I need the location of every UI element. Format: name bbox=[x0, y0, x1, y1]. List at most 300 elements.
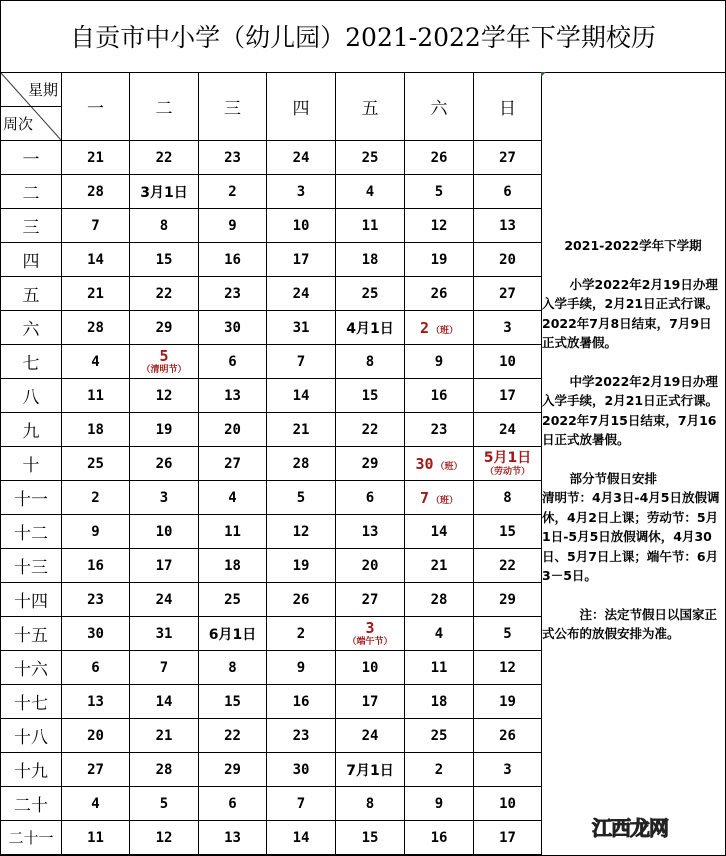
day-cell bbox=[62, 141, 130, 175]
week-number-cell: 九 bbox=[1, 413, 62, 447]
day-number: 21 bbox=[87, 285, 104, 302]
makeup-workday-tag: （班） bbox=[431, 495, 459, 506]
day-cell bbox=[62, 447, 130, 481]
day-cell bbox=[130, 651, 199, 685]
day-cell bbox=[267, 719, 336, 753]
day-number: 16 bbox=[224, 251, 241, 268]
week-row bbox=[1, 787, 542, 821]
day-number: 20 bbox=[499, 251, 516, 268]
day-cell bbox=[130, 549, 199, 583]
day-number: 15 bbox=[361, 829, 379, 846]
day-cell bbox=[199, 379, 267, 413]
day-cell bbox=[405, 549, 474, 583]
day-cell bbox=[474, 141, 542, 175]
week-number-cell: 十六 bbox=[1, 651, 62, 685]
day-cell bbox=[405, 413, 474, 447]
day-number: 22 bbox=[361, 421, 379, 438]
day-cell bbox=[336, 243, 405, 277]
day-cell bbox=[267, 753, 336, 787]
day-number: 19 bbox=[430, 251, 448, 268]
week-row bbox=[1, 685, 542, 719]
day-cell bbox=[474, 685, 542, 719]
day-cell bbox=[62, 175, 130, 209]
day-cell bbox=[199, 651, 267, 685]
day-number: 29 bbox=[155, 319, 173, 336]
day-number: 17 bbox=[499, 829, 516, 846]
day-cell bbox=[474, 311, 542, 345]
day-number: 27 bbox=[87, 761, 104, 778]
day-cell bbox=[336, 413, 405, 447]
day-cell bbox=[130, 481, 199, 515]
day-cell bbox=[199, 821, 267, 855]
week-row bbox=[1, 413, 542, 447]
day-number: 14 bbox=[430, 523, 448, 540]
day-cell bbox=[405, 787, 474, 821]
day-number: 9 bbox=[296, 659, 306, 676]
day-cell bbox=[267, 515, 336, 549]
day-number: 29 bbox=[224, 761, 241, 778]
week-row bbox=[1, 243, 542, 277]
day-cell bbox=[62, 583, 130, 617]
day-number: 21 bbox=[87, 149, 104, 166]
day-number: 28 bbox=[430, 591, 448, 608]
makeup-workday-tag: （班） bbox=[431, 325, 459, 336]
week-row bbox=[1, 515, 542, 549]
day-cell bbox=[336, 685, 405, 719]
day-number: 17 bbox=[292, 251, 310, 268]
week-row bbox=[1, 651, 542, 685]
day-cell bbox=[267, 447, 336, 481]
notes-footnote: 注：法定节假日以国家正式公布的放假安排为准。 bbox=[542, 606, 718, 641]
cell-comment-marker bbox=[541, 72, 546, 77]
day-cell bbox=[267, 583, 336, 617]
day-number: 10 bbox=[155, 523, 173, 540]
day-cell bbox=[199, 175, 267, 209]
day-number: 30 bbox=[292, 761, 310, 778]
day-number: 29 bbox=[361, 455, 379, 472]
day-cell bbox=[130, 753, 199, 787]
day-number: 11 bbox=[430, 659, 448, 676]
day-number: 23 bbox=[224, 285, 241, 302]
day-number: 31 bbox=[155, 625, 173, 642]
day-cell bbox=[199, 413, 267, 447]
day-cell bbox=[130, 685, 199, 719]
day-number: 7 bbox=[296, 795, 306, 812]
day-cell bbox=[267, 311, 336, 345]
day-number: 2 bbox=[228, 183, 237, 200]
day-cell bbox=[199, 753, 267, 787]
day-number: 25 bbox=[361, 149, 379, 166]
day-cell bbox=[405, 379, 474, 413]
day-number: 12 bbox=[155, 387, 173, 404]
week-number-cell: 十二 bbox=[1, 515, 62, 549]
day-number: 13 bbox=[224, 387, 241, 404]
day-cell bbox=[62, 821, 130, 855]
day-cell bbox=[130, 243, 199, 277]
weekday-header-thu: 四 bbox=[267, 73, 336, 141]
weekday-header-sun: 日 bbox=[474, 73, 542, 141]
day-number: 8 bbox=[365, 353, 375, 370]
day-number: 21 bbox=[430, 557, 448, 574]
day-cell bbox=[336, 481, 405, 515]
day-cell bbox=[405, 243, 474, 277]
day-number: 8 bbox=[228, 659, 237, 676]
day-number: 5 bbox=[159, 347, 169, 365]
day-number: 2 bbox=[296, 625, 306, 642]
day-number: 7 bbox=[91, 217, 100, 234]
week-row bbox=[1, 175, 542, 209]
day-number: 4 bbox=[365, 183, 375, 200]
day-number: 25 bbox=[224, 591, 241, 608]
day-number: 11 bbox=[87, 387, 104, 404]
day-number: 16 bbox=[430, 829, 448, 846]
day-cell bbox=[405, 209, 474, 243]
day-cell bbox=[199, 617, 267, 651]
day-number: 4 bbox=[91, 353, 100, 370]
day-number: 17 bbox=[499, 387, 516, 404]
day-cell bbox=[474, 243, 542, 277]
day-cell bbox=[474, 345, 542, 379]
day-cell bbox=[336, 719, 405, 753]
week-row bbox=[1, 379, 542, 413]
week-number-cell: 十 bbox=[1, 447, 62, 481]
day-cell bbox=[199, 209, 267, 243]
weekday-header-sat: 六 bbox=[405, 73, 474, 141]
day-number: 23 bbox=[224, 149, 241, 166]
day-cell bbox=[267, 141, 336, 175]
day-number: 31 bbox=[292, 319, 310, 336]
day-cell bbox=[199, 787, 267, 821]
weekday-header-wed: 三 bbox=[199, 73, 267, 141]
day-cell bbox=[199, 685, 267, 719]
day-number: 10 bbox=[361, 659, 379, 676]
day-cell bbox=[267, 617, 336, 651]
day-cell bbox=[405, 617, 474, 651]
day-cell bbox=[130, 821, 199, 855]
day-cell bbox=[62, 719, 130, 753]
day-cell bbox=[130, 515, 199, 549]
day-cell bbox=[62, 379, 130, 413]
weekday-header-tue: 二 bbox=[130, 73, 199, 141]
day-cell bbox=[199, 549, 267, 583]
day-cell bbox=[336, 617, 405, 651]
day-cell bbox=[62, 277, 130, 311]
header-row bbox=[1, 73, 542, 141]
day-cell bbox=[474, 617, 542, 651]
day-number: 24 bbox=[292, 149, 310, 166]
watermark-part2: 龙网 bbox=[630, 816, 668, 840]
week-row bbox=[1, 719, 542, 753]
day-cell bbox=[405, 345, 474, 379]
day-number: 13 bbox=[499, 217, 516, 234]
holiday-tag: （清明节） bbox=[141, 365, 187, 375]
day-number: 18 bbox=[87, 421, 104, 438]
day-cell bbox=[267, 549, 336, 583]
day-number: 27 bbox=[499, 285, 516, 302]
day-cell bbox=[405, 175, 474, 209]
day-number: 11 bbox=[87, 829, 104, 846]
day-number: 4月1日 bbox=[346, 320, 394, 337]
day-number: 17 bbox=[155, 557, 173, 574]
day-cell bbox=[405, 685, 474, 719]
day-number: 6 bbox=[91, 659, 100, 676]
day-cell bbox=[474, 413, 542, 447]
day-cell bbox=[62, 481, 130, 515]
day-number: 5 bbox=[159, 795, 169, 812]
day-number: 9 bbox=[434, 353, 444, 370]
day-number: 22 bbox=[155, 285, 173, 302]
day-cell bbox=[405, 277, 474, 311]
day-cell bbox=[267, 821, 336, 855]
day-cell bbox=[405, 515, 474, 549]
day-number: 28 bbox=[87, 319, 104, 336]
day-cell bbox=[62, 413, 130, 447]
day-number: 11 bbox=[361, 217, 379, 234]
day-number: 12 bbox=[292, 523, 310, 540]
week-row bbox=[1, 345, 542, 379]
day-number: 6 bbox=[503, 183, 512, 200]
day-cell bbox=[199, 447, 267, 481]
day-number: 24 bbox=[155, 591, 173, 608]
week-number-cell: 十一 bbox=[1, 481, 62, 515]
day-cell bbox=[130, 345, 199, 379]
week-row bbox=[1, 447, 542, 481]
weekday-header-fri: 五 bbox=[336, 73, 405, 141]
notes-title: 2021-2022学年下学期 bbox=[564, 238, 702, 253]
day-number: 20 bbox=[224, 421, 241, 438]
day-cell bbox=[199, 481, 267, 515]
day-number: 25 bbox=[430, 727, 448, 744]
day-number: 7 bbox=[296, 353, 306, 370]
week-number-cell: 二十一 bbox=[1, 821, 62, 855]
day-number: 7 bbox=[159, 659, 169, 676]
day-number: 15 bbox=[155, 251, 173, 268]
week-number-cell: 八 bbox=[1, 379, 62, 413]
day-cell bbox=[474, 549, 542, 583]
day-number: 2 bbox=[91, 489, 100, 506]
week-row bbox=[1, 311, 542, 345]
week-number-cell: 二 bbox=[1, 175, 62, 209]
day-number: 22 bbox=[155, 149, 173, 166]
day-cell bbox=[474, 447, 542, 481]
day-number: 26 bbox=[292, 591, 310, 608]
day-cell bbox=[405, 447, 474, 481]
day-cell bbox=[336, 651, 405, 685]
day-number: 17 bbox=[361, 693, 379, 710]
day-number: 6 bbox=[228, 795, 237, 812]
day-cell bbox=[130, 447, 199, 481]
day-number: 14 bbox=[292, 829, 310, 846]
day-cell bbox=[199, 141, 267, 175]
day-number: 30 bbox=[87, 625, 104, 642]
day-cell bbox=[130, 413, 199, 447]
day-cell bbox=[199, 311, 267, 345]
day-number: 12 bbox=[430, 217, 448, 234]
week-number-cell: 十七 bbox=[1, 685, 62, 719]
day-number: 15 bbox=[499, 523, 516, 540]
day-number: 10 bbox=[499, 353, 516, 370]
day-cell bbox=[405, 719, 474, 753]
day-cell bbox=[267, 175, 336, 209]
week-row bbox=[1, 821, 542, 855]
day-number: 19 bbox=[292, 557, 310, 574]
week-axis-label: 周次 bbox=[3, 115, 34, 133]
day-cell bbox=[267, 481, 336, 515]
day-cell bbox=[474, 379, 542, 413]
week-number-cell: 四 bbox=[1, 243, 62, 277]
day-number: 23 bbox=[87, 591, 104, 608]
day-number: 25 bbox=[87, 455, 104, 472]
week-row bbox=[1, 583, 542, 617]
day-cell bbox=[405, 311, 474, 345]
day-number: 5 bbox=[434, 183, 444, 200]
day-number: 8 bbox=[365, 795, 375, 812]
day-cell bbox=[474, 583, 542, 617]
week-row bbox=[1, 277, 542, 311]
day-number: 20 bbox=[361, 557, 379, 574]
day-number: 24 bbox=[499, 421, 516, 438]
weekday-axis-label: 星期 bbox=[27, 81, 58, 99]
day-cell bbox=[62, 651, 130, 685]
day-number: 7 bbox=[419, 488, 429, 507]
week-number-cell: 六 bbox=[1, 311, 62, 345]
day-number: 21 bbox=[155, 727, 173, 744]
day-cell bbox=[336, 821, 405, 855]
day-cell bbox=[474, 481, 542, 515]
day-cell bbox=[336, 753, 405, 787]
day-number: 23 bbox=[430, 421, 448, 438]
day-number: 11 bbox=[224, 523, 241, 540]
day-cell bbox=[405, 481, 474, 515]
day-cell bbox=[62, 753, 130, 787]
day-cell bbox=[474, 651, 542, 685]
day-number: 22 bbox=[499, 557, 516, 574]
day-number: 9 bbox=[91, 523, 100, 540]
day-number: 12 bbox=[499, 659, 516, 676]
day-number: 4 bbox=[91, 795, 100, 812]
day-number: 28 bbox=[292, 455, 310, 472]
day-number: 27 bbox=[499, 149, 516, 166]
day-cell bbox=[130, 277, 199, 311]
day-cell bbox=[336, 583, 405, 617]
day-cell bbox=[474, 277, 542, 311]
day-number: 25 bbox=[361, 285, 379, 302]
day-cell bbox=[199, 345, 267, 379]
day-number: 14 bbox=[292, 387, 310, 404]
day-cell bbox=[267, 277, 336, 311]
day-number: 27 bbox=[361, 591, 379, 608]
day-cell bbox=[336, 379, 405, 413]
day-cell bbox=[267, 685, 336, 719]
week-number-cell: 十九 bbox=[1, 753, 62, 787]
day-cell bbox=[336, 549, 405, 583]
notes-middle-school: 中学2022年2月19日办理入学手续，2月21日正式行课。2022年7月15日结束，7月16日正式放暑假。 bbox=[542, 373, 719, 447]
day-number: 24 bbox=[361, 727, 379, 744]
day-cell bbox=[405, 141, 474, 175]
day-number: 15 bbox=[361, 387, 379, 404]
day-cell bbox=[336, 311, 405, 345]
day-number: 12 bbox=[155, 829, 173, 846]
week-row bbox=[1, 209, 542, 243]
day-cell bbox=[474, 719, 542, 753]
week-row bbox=[1, 549, 542, 583]
day-cell bbox=[336, 209, 405, 243]
day-number: 4 bbox=[228, 489, 237, 506]
day-cell bbox=[405, 651, 474, 685]
day-cell bbox=[336, 277, 405, 311]
day-cell bbox=[474, 209, 542, 243]
day-number: 24 bbox=[292, 285, 310, 302]
day-cell bbox=[267, 243, 336, 277]
day-cell bbox=[130, 719, 199, 753]
day-cell bbox=[267, 787, 336, 821]
day-cell bbox=[130, 209, 199, 243]
day-number: 16 bbox=[292, 693, 310, 710]
day-number: 16 bbox=[87, 557, 104, 574]
day-number: 19 bbox=[499, 693, 516, 710]
day-cell bbox=[130, 175, 199, 209]
week-number-cell: 十五 bbox=[1, 617, 62, 651]
corner-divider bbox=[1, 106, 61, 107]
day-cell bbox=[474, 753, 542, 787]
day-number: 6 bbox=[228, 353, 237, 370]
week-row bbox=[1, 753, 542, 787]
day-cell bbox=[62, 515, 130, 549]
day-cell bbox=[405, 583, 474, 617]
notes-holidays: 部分节假日安排 清明节：4月3日-4月5日放假调休，4月2日上课；劳动节：5月1日-5月5日放假调休，4月30日、5月7日上课；端午节：6月3－5日。 bbox=[542, 470, 720, 583]
day-number: 16 bbox=[430, 387, 448, 404]
day-cell bbox=[336, 787, 405, 821]
day-cell bbox=[267, 209, 336, 243]
week-number-cell: 三 bbox=[1, 209, 62, 243]
day-number: 2 bbox=[434, 761, 444, 778]
day-cell bbox=[62, 787, 130, 821]
holiday-tag: （劳动节） bbox=[484, 467, 530, 477]
day-cell bbox=[474, 175, 542, 209]
watermark-part1: 江西 bbox=[592, 816, 630, 840]
day-cell bbox=[199, 719, 267, 753]
day-number: 26 bbox=[499, 727, 516, 744]
day-number: 18 bbox=[361, 251, 379, 268]
day-cell bbox=[336, 175, 405, 209]
weekday-header-mon: 一 bbox=[62, 73, 130, 141]
day-cell bbox=[199, 277, 267, 311]
day-cell bbox=[62, 549, 130, 583]
day-cell bbox=[62, 243, 130, 277]
day-number: 8 bbox=[503, 489, 512, 506]
day-number: 13 bbox=[87, 693, 104, 710]
day-number: 18 bbox=[430, 693, 448, 710]
watermark-logo bbox=[592, 812, 668, 841]
day-cell bbox=[62, 617, 130, 651]
week-number-cell: 五 bbox=[1, 277, 62, 311]
day-cell bbox=[474, 787, 542, 821]
day-number: 5 bbox=[503, 625, 512, 642]
day-cell bbox=[336, 447, 405, 481]
day-cell bbox=[199, 583, 267, 617]
day-number: 22 bbox=[224, 727, 241, 744]
day-number: 13 bbox=[361, 523, 379, 540]
day-cell bbox=[62, 311, 130, 345]
day-cell bbox=[130, 617, 199, 651]
week-row bbox=[1, 617, 542, 651]
day-number: 6 bbox=[365, 489, 375, 506]
makeup-workday-tag: （班） bbox=[435, 461, 463, 472]
day-number: 26 bbox=[155, 455, 173, 472]
day-number: 5月1日 bbox=[483, 450, 532, 466]
day-number: 3 bbox=[503, 761, 512, 778]
day-cell bbox=[267, 379, 336, 413]
